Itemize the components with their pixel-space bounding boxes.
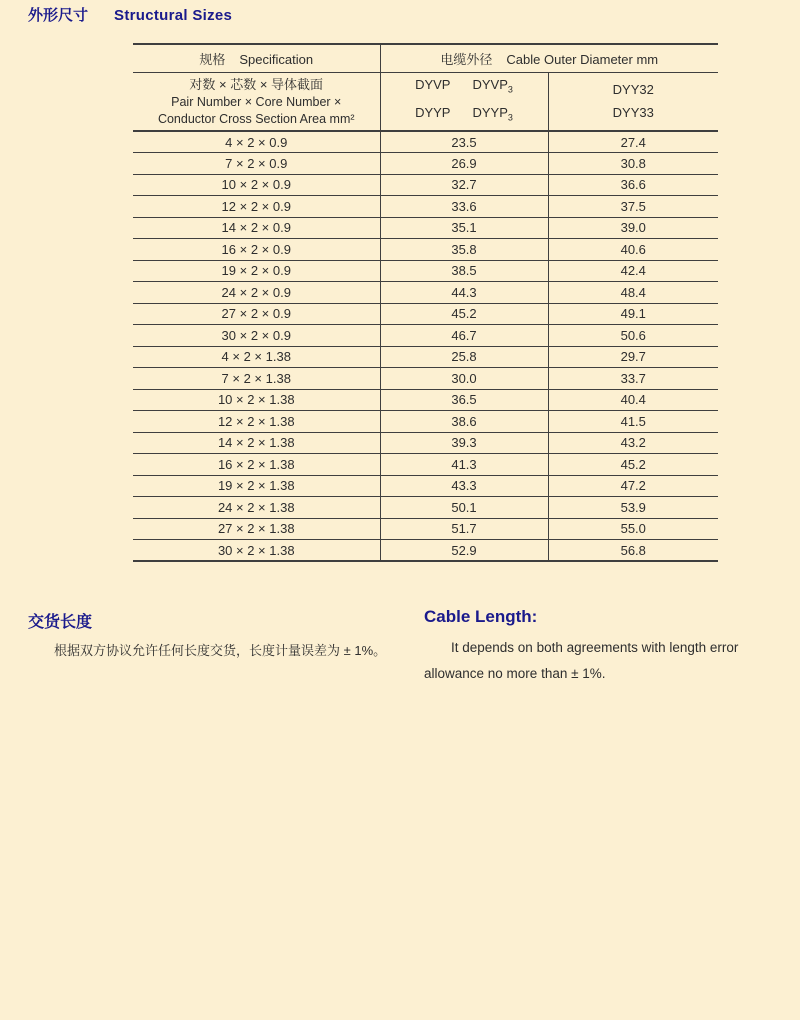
spec-cell: 7 × 2 × 0.9 bbox=[133, 153, 380, 175]
dyvp-diameter-cell: 39.3 bbox=[380, 432, 548, 454]
dyvp-diameter-cell: 43.3 bbox=[380, 475, 548, 497]
spec-cell: 19 × 2 × 1.38 bbox=[133, 475, 380, 497]
spec-cell: 19 × 2 × 0.9 bbox=[133, 260, 380, 282]
table-row bbox=[133, 260, 718, 282]
spec-cell: 12 × 2 × 0.9 bbox=[133, 196, 380, 218]
dyvp-diameter-cell: 35.8 bbox=[380, 239, 548, 261]
table-row bbox=[133, 389, 718, 411]
dyvp-diameter-cell: 46.7 bbox=[380, 325, 548, 347]
table-row bbox=[133, 217, 718, 239]
spec-header-zh: 规格 bbox=[199, 51, 226, 67]
dyy-diameter-cell: 49.1 bbox=[548, 303, 718, 325]
table-row bbox=[133, 411, 718, 433]
dyy-diameter-cell: 47.2 bbox=[548, 475, 718, 497]
dyvp-diameter-cell: 51.7 bbox=[380, 518, 548, 540]
table-row bbox=[133, 368, 718, 390]
cable-type-header-dyvp: DYVP $DYVP_3$ DYYP $DYYP_3$ bbox=[380, 72, 548, 131]
structural-sizes-table bbox=[133, 43, 718, 562]
dyvp-diameter-cell: 26.9 bbox=[380, 153, 548, 175]
spec-cell: 7 × 2 × 1.38 bbox=[133, 368, 380, 390]
dyvp-diameter-cell: 52.9 bbox=[380, 540, 548, 562]
page-title-en: Structural Sizes bbox=[114, 7, 233, 24]
dyy-diameter-cell: 42.4 bbox=[548, 260, 718, 282]
table-row bbox=[133, 475, 718, 497]
dyvp-diameter-cell: 23.5 bbox=[380, 131, 548, 153]
dyy-diameter-cell: 48.4 bbox=[548, 282, 718, 304]
dyvp-diameter-cell: 38.5 bbox=[380, 260, 548, 282]
dyy-diameter-cell: 45.2 bbox=[548, 454, 718, 476]
spec-cell: 27 × 2 × 0.9 bbox=[133, 303, 380, 325]
table-body bbox=[133, 131, 718, 561]
dyvp-diameter-cell: 44.3 bbox=[380, 282, 548, 304]
spec-cell: 24 × 2 × 1.38 bbox=[133, 497, 380, 519]
table-row bbox=[133, 454, 718, 476]
dyy-diameter-cell: 39.0 bbox=[548, 217, 718, 239]
spec-cell: 30 × 2 × 0.9 bbox=[133, 325, 380, 347]
dyvp-diameter-cell: 32.7 bbox=[380, 174, 548, 196]
table-row bbox=[133, 518, 718, 540]
spec-cell: 14 × 2 × 0.9 bbox=[133, 217, 380, 239]
table-row bbox=[133, 131, 718, 153]
spec-cell: 27 × 2 × 1.38 bbox=[133, 518, 380, 540]
diameter-header-en: Cable Outer Diameter mm bbox=[506, 51, 659, 67]
cable-length-body-zh: 根据双方协议允许任何长度交货，长度计量误差为 ± 1%。 bbox=[54, 643, 387, 658]
table-row bbox=[133, 432, 718, 454]
spec-cell: 10 × 2 × 1.38 bbox=[133, 389, 380, 411]
spec-cell: 30 × 2 × 1.38 bbox=[133, 540, 380, 562]
cable-length-section-zh bbox=[28, 609, 408, 661]
cable-length-heading-en: Cable Length: bbox=[424, 607, 538, 626]
spec-cell: 4 × 2 × 0.9 bbox=[133, 131, 380, 153]
dyvp-diameter-cell: 30.0 bbox=[380, 368, 548, 390]
dyy-diameter-cell: 27.4 bbox=[548, 131, 718, 153]
spec-cell: 16 × 2 × 1.38 bbox=[133, 454, 380, 476]
dyy-diameter-cell: 53.9 bbox=[548, 497, 718, 519]
page-title bbox=[28, 4, 232, 25]
dyvp-diameter-cell: 33.6 bbox=[380, 196, 548, 218]
diameter-column-header bbox=[380, 44, 718, 72]
dyvp-diameter-cell: 25.8 bbox=[380, 346, 548, 368]
dyy-diameter-cell: 37.5 bbox=[548, 196, 718, 218]
table-row bbox=[133, 303, 718, 325]
dyvp-diameter-cell: 35.1 bbox=[380, 217, 548, 239]
dyy-diameter-cell: 55.0 bbox=[548, 518, 718, 540]
dyy-diameter-cell: 36.6 bbox=[548, 174, 718, 196]
spec-detail-header: 对数 × 芯数 × 导体截面 Pair Number × Core Number × Conductor Cross Section Area mm² bbox=[133, 72, 380, 131]
dyvp-diameter-cell: 45.2 bbox=[380, 303, 548, 325]
dyy-diameter-cell: 50.6 bbox=[548, 325, 718, 347]
dyvp-diameter-cell: 36.5 bbox=[380, 389, 548, 411]
spec-cell: 10 × 2 × 0.9 bbox=[133, 174, 380, 196]
cable-length-body-en: It depends on both agreements with length error allowance no more than ± 1%. bbox=[424, 640, 739, 682]
table-row bbox=[133, 346, 718, 368]
cable-length-section-en bbox=[424, 607, 778, 688]
table-row bbox=[133, 497, 718, 519]
dyvp-diameter-cell: 38.6 bbox=[380, 411, 548, 433]
table-row bbox=[133, 153, 718, 175]
page-title-zh: 外形尺寸 bbox=[28, 7, 89, 24]
spec-column-header bbox=[133, 44, 380, 72]
cable-type-header-dyy: DYY32 DYY33 bbox=[548, 72, 718, 131]
table-row bbox=[133, 174, 718, 196]
table-row bbox=[133, 239, 718, 261]
dyy-diameter-cell: 40.6 bbox=[548, 239, 718, 261]
table-row bbox=[133, 325, 718, 347]
spec-cell: 12 × 2 × 1.38 bbox=[133, 411, 380, 433]
dyy-diameter-cell: 40.4 bbox=[548, 389, 718, 411]
dyvp-diameter-cell: 50.1 bbox=[380, 497, 548, 519]
dyy-diameter-cell: 29.7 bbox=[548, 346, 718, 368]
table-row bbox=[133, 540, 718, 562]
spec-header-en: Specification bbox=[239, 51, 314, 67]
dyy-diameter-cell: 43.2 bbox=[548, 432, 718, 454]
dyy-diameter-cell: 30.8 bbox=[548, 153, 718, 175]
dyy-diameter-cell: 56.8 bbox=[548, 540, 718, 562]
dyy-diameter-cell: 33.7 bbox=[548, 368, 718, 390]
diameter-header-zh: 电缆外径 bbox=[440, 51, 493, 67]
spec-cell: 14 × 2 × 1.38 bbox=[133, 432, 380, 454]
spec-cell: 16 × 2 × 0.9 bbox=[133, 239, 380, 261]
spec-cell: 4 × 2 × 1.38 bbox=[133, 346, 380, 368]
table-row bbox=[133, 282, 718, 304]
spec-cell: 24 × 2 × 0.9 bbox=[133, 282, 380, 304]
dyvp-diameter-cell: 41.3 bbox=[380, 454, 548, 476]
cable-length-heading-zh: 交货长度 bbox=[28, 614, 93, 631]
dyy-diameter-cell: 41.5 bbox=[548, 411, 718, 433]
table-row bbox=[133, 196, 718, 218]
